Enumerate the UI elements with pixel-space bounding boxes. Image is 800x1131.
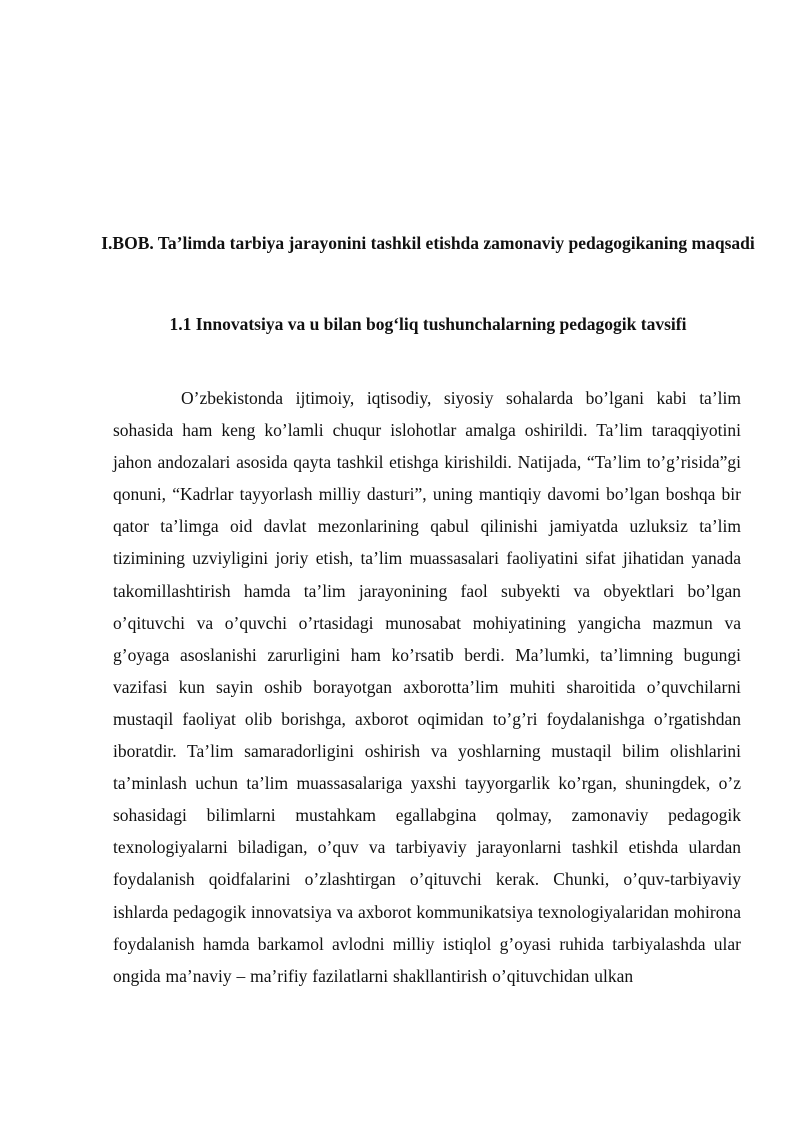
chapter-title: I.BOB. Ta’limda tarbiya jarayonini tashkil etishda zamonaviy pedagogikaning maqsadi xyxy=(101,233,755,253)
body-paragraph: O’zbekistonda ijtimoiy, iqtisodiy, siyosiy sohalarda bo’lgani kabi ta’lim sohasida ham keng ko’lamli chuqur islohotlar amalga oshirildi. Ta’lim taraqqiyotini jahon andozalari asosida qayta tashkil etishga kirishildi. Natijada, “Ta’lim to’g’risida”gi qonuni, “Kadrlar tayyorlash milliy dasturi”, uning mantiqiy davomi bo’lgan boshqa bir qator ta’limga oid davlat mezonlarining qabul qilinishi jamiyatda uzluksiz ta’lim tizimining uzviyligini joriy etish, ta’lim muassasalari faoliyatini sifat jihatidan yanada takomillashtirish hamda ta’lim jarayonining faol subyekti va obyektlari bo’lgan o’qituvchi va o’quvchi o’rtasidagi munosabat mohiyatining yangicha mazmun va g’oyaga asoslanishi zarurligini ham ko’rsatib berdi. Ma’lumki, ta’limning bugungi vazifasi kun sayin oshib borayotgan axborotta’lim muhiti sharoitida o’quvchilarni mustaqil faoliyat olib borishga, axborot oqimidan to’g’ri foydalanishga o’rgatishdan iboratdir. Ta’lim samaradorligini oshirish va yoshlarning mustaqil bilim olishlarini ta’minlash uchun ta’lim muassasalariga yaxshi tayyorgarlik ko’rgan, shuningdek, o’z sohasidagi bilimlarni mustahkam egallabgina qolmay, zamonaviy pedagogik texnologiyalarni biladigan, o’quv va tarbiyaviy jarayonlarni tashkil etishda ulardan foydalanish qoidfalarini o’zlashtirgan o’qituvchi kerak. Chunki, o’quv-tarbiyaviy ishlarda pedagogik innovatsiya va axborot kommunikatsiya texnologiyalaridan mohirona foydalanish hamda barkamol avlodni milliy istiqlol g’oyasi ruhida tarbiyalashda ular ongida ma’naviy – ma’rifiy fazilatlarni shakllantirish o’qituvchidan ulkan xyxy=(113,388,742,986)
section-title: 1.1 Innovatsiya va u bilan bog‘liq tushunchalarning pedagogik tavsifi xyxy=(169,314,687,334)
